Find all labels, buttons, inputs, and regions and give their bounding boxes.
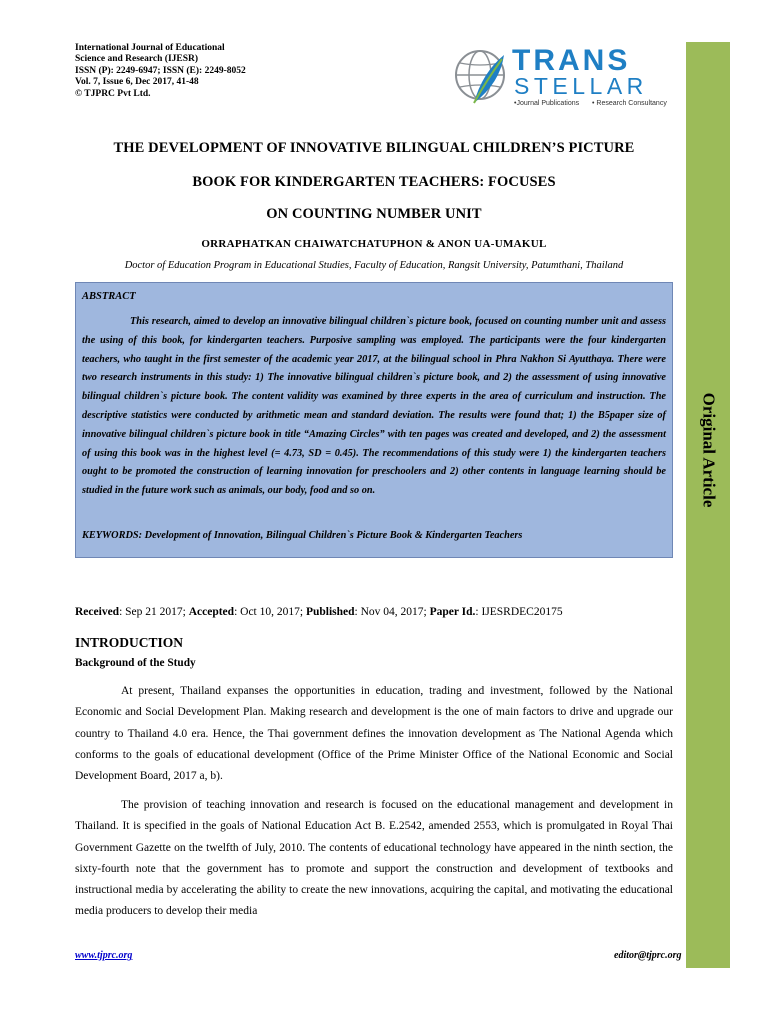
accepted-label: Accepted: [188, 606, 235, 618]
abstract-heading: ABSTRACT: [82, 291, 136, 302]
keywords-text: : Development of Innovation, Bilingual Children`s Picture Book & Kindergarten Teachers: [138, 530, 523, 541]
authors: ORRAPHATKAN CHAIWATCHATUPHON & ANON UA-UMAKUL: [201, 238, 547, 250]
logo-line2: STELLAR: [514, 73, 648, 99]
intro-paragraph-1: At present, Thailand expanses the opportunities in education, trading and investment, followed by the National Economic and Social Development Plan. Making research and development is the one of main factors to drive and upgrade our country to Thailand 4.0 era. Hence, the Thai government defines the innovation development as The National Agenda which conforms to the goals of educational development (Office of the Prime Minister Office of the National Economic and Social Development Board, 2017 a, b).: [75, 685, 673, 783]
keywords-label: KEYWORDS: [82, 530, 139, 541]
published-label: Published: [305, 606, 355, 618]
background-subheading: Background of the Study: [75, 657, 196, 669]
journal-name-line1: International Journal of Educational: [75, 43, 225, 53]
paper-id-label: Paper Id.: [429, 606, 476, 618]
article-type-text: Original Article: [699, 392, 719, 508]
affiliation: Doctor of Education Program in Educational Studies, Faculty of Education, Rangsit University, Patumthani, Thailand: [124, 260, 624, 271]
footer-website-link[interactable]: www.tjprc.org: [75, 950, 133, 961]
logo-tag-research: • Research Consultancy: [592, 100, 667, 107]
globe-leaf-icon: [456, 51, 504, 103]
title-line-1: THE DEVELOPMENT OF INNOVATIVE BILINGUAL CHILDREN’S PICTURE: [113, 140, 635, 156]
title-line-2: BOOK FOR KINDERGARTEN TEACHERS: FOCUSES: [192, 174, 556, 190]
journal-issn: ISSN (P): 2249-6947; ISSN (E): 2249-8052: [75, 65, 246, 76]
received-label: Received: [75, 606, 120, 618]
accepted-value: : Oct 10, 2017;: [234, 606, 306, 618]
keywords: [82, 530, 666, 541]
journal-copyright: © TJPRC Pvt Ltd.: [75, 88, 151, 99]
received-value: : Sep 21 2017;: [119, 606, 189, 618]
logo-tag-journal: •Journal Publications: [514, 100, 580, 107]
paper-id-value: : IJESRDEC20175: [475, 606, 563, 618]
journal-name-line2: Science and Research (IJESR): [75, 54, 199, 65]
article-type-label: [686, 340, 730, 560]
introduction-heading: INTRODUCTION: [75, 635, 184, 650]
intro-paragraph-2: The provision of teaching innovation and research is focused on the educational management and development in Thailand. It is specified in the goals of National Education Act B. E.2542, amended 2553, which is promulgated in Royal Thai Government Gazette on the twelfth of July, 2010. The contents of educational technology have appeared in the ninth section, the sixty-fourth note that the government has to promote and support the construction and development of textbooks and instructional media by accelerating the ability to create the new innovations, acquiring the capital, and motivating the educational media producers to develop their media: [75, 799, 673, 918]
published-value: : Nov 04, 2017;: [354, 606, 430, 618]
journal-info: [75, 43, 246, 100]
logo-line1: TRANS: [512, 44, 631, 77]
received-line: [75, 606, 563, 618]
journal-volume: Vol. 7, Issue 6, Dec 2017, 41-48: [75, 77, 199, 88]
title-line-3: ON COUNTING NUMBER UNIT: [266, 206, 482, 222]
abstract-text: This research, aimed to develop an innovative bilingual children`s picture book, focused on counting number unit and assess the using of this book, for kindergarten teachers. Purposive sampling was employed. The participants were the four kindergarten teachers, who taught in the first semester of the academic year 2017, at the bilingual school in Phra Nakhon Si Ayutthaya. There were two research instruments in this study: 1) The innovative bilingual children`s picture book, and 2) the assessment of using innovative bilingual children`s picture book. The content validity was examined by three experts in the area of curriculum and instruction. The descriptive statistics were conducted by arithmetic mean and standard deviation. The results were found that; 1) the B5paper size of innovative bilingual children`s picture book in title “Amazing Circles” with ten pages was created and developed, and 2) the assessment of using this book was in the highest level (= 4.73, SD = 0.45). The recommendations of this study were 1) the kindergarten teachers ought to be promoted the construction of learning innovation for preschoolers and 2) other contents in language learning should be studied in the future work such as animals, our body, food and so on.: [82, 316, 666, 497]
transstellar-logo: [452, 43, 674, 109]
footer-email: editor@tjprc.org: [614, 950, 682, 961]
